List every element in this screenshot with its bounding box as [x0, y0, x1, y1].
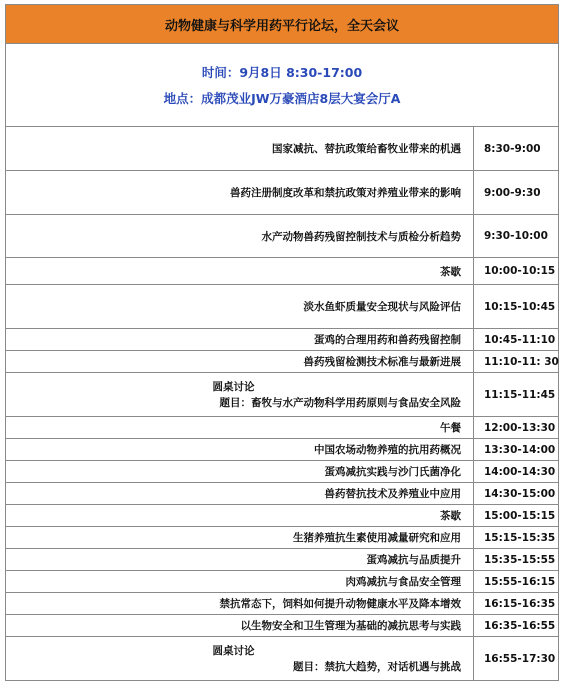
session-topic-roundtable	[6, 637, 474, 681]
session-topic: 禁抗常态下，饲料如何提升动物健康水平及降本增效	[6, 593, 474, 615]
session-time: 8:30-9:00	[474, 127, 559, 171]
session-topic: 生猪养殖抗生素使用减量研究和应用	[6, 527, 474, 549]
table-row	[6, 527, 559, 549]
table-row	[6, 417, 559, 439]
session-time: 15:15-15:35	[474, 527, 559, 549]
session-time: 15:00-15:15	[474, 505, 559, 527]
session-topic: 兽药替抗技术及养殖业中应用	[6, 483, 474, 505]
table-row	[6, 258, 559, 285]
session-topic: 蛋鸡的合理用药和兽药残留控制	[6, 329, 474, 351]
table-row	[6, 461, 559, 483]
forum-title: 动物健康与科学用药平行论坛，全天会议	[6, 5, 559, 44]
table-row	[6, 549, 559, 571]
time-line: 时间：9月8日 8:30-17:00	[201, 65, 363, 80]
table-row	[6, 637, 559, 681]
roundtable-title: 圆桌讨论	[212, 644, 255, 657]
table-row	[6, 215, 559, 258]
table-row	[6, 373, 559, 417]
session-topic: 淡水鱼虾质量安全现状与风险评估	[6, 285, 474, 329]
table-row	[6, 127, 559, 171]
session-time: 15:55-16:15	[474, 571, 559, 593]
table-row	[6, 329, 559, 351]
session-time: 14:00-14:30	[474, 461, 559, 483]
table-row	[6, 439, 559, 461]
session-topic: 午餐	[6, 417, 474, 439]
table-row	[6, 571, 559, 593]
session-time: 10:45-11:10	[474, 329, 559, 351]
session-topic: 中国农场动物养殖的抗用药概况	[6, 439, 474, 461]
session-time: 15:35-15:55	[474, 549, 559, 571]
session-time: 12:00-13:30	[474, 417, 559, 439]
table-row	[6, 593, 559, 615]
schedule-table	[5, 4, 559, 681]
session-time: 9:30-10:00	[474, 215, 559, 258]
session-topic: 以生物安全和卫生管理为基础的减抗思考与实践	[6, 615, 474, 637]
session-topic: 水产动物兽药残留控制技术与质检分析趋势	[6, 215, 474, 258]
session-time: 10:00-10:15	[474, 258, 559, 285]
info-row	[6, 44, 559, 127]
session-time: 16:15-16:35	[474, 593, 559, 615]
header-row	[6, 5, 559, 44]
table-row	[6, 483, 559, 505]
roundtable-subject: 题目：畜牧与水产动物科学用药原则与食品安全风险	[219, 396, 461, 409]
session-topic: 肉鸡减抗与食品安全管理	[6, 571, 474, 593]
session-topic: 兽药残留检测技术标准与最新进展	[6, 351, 474, 373]
table-row	[6, 351, 559, 373]
session-time: 16:55-17:30	[474, 637, 559, 681]
session-time: 13:30-14:00	[474, 439, 559, 461]
table-row	[6, 505, 559, 527]
session-time: 11:15-11:45	[474, 373, 559, 417]
session-time: 11:10-11: 30	[474, 351, 559, 373]
session-time: 9:00-9:30	[474, 171, 559, 215]
session-topic: 蛋鸡减抗与品质提升	[6, 549, 474, 571]
table-row	[6, 615, 559, 637]
session-topic: 茶歇	[6, 258, 474, 285]
session-time: 16:35-16:55	[474, 615, 559, 637]
venue-line: 地点：成都茂业JW万豪酒店8层大宴会厅A	[163, 91, 401, 106]
session-topic: 兽药注册制度改革和禁抗政策对养殖业带来的影响	[6, 171, 474, 215]
roundtable-subject: 题目：禁抗大趋势，对话机遇与挑战	[293, 660, 461, 673]
session-topic: 蛋鸡减抗实践与沙门氏菌净化	[6, 461, 474, 483]
session-topic: 国家减抗、替抗政策给畜牧业带来的机遇	[6, 127, 474, 171]
info-cell	[6, 44, 559, 127]
table-row	[6, 171, 559, 215]
session-time: 10:15-10:45	[474, 285, 559, 329]
table-row	[6, 285, 559, 329]
session-topic: 茶歇	[6, 505, 474, 527]
session-time: 14:30-15:00	[474, 483, 559, 505]
session-topic-roundtable	[6, 373, 474, 417]
roundtable-title: 圆桌讨论	[212, 380, 255, 393]
